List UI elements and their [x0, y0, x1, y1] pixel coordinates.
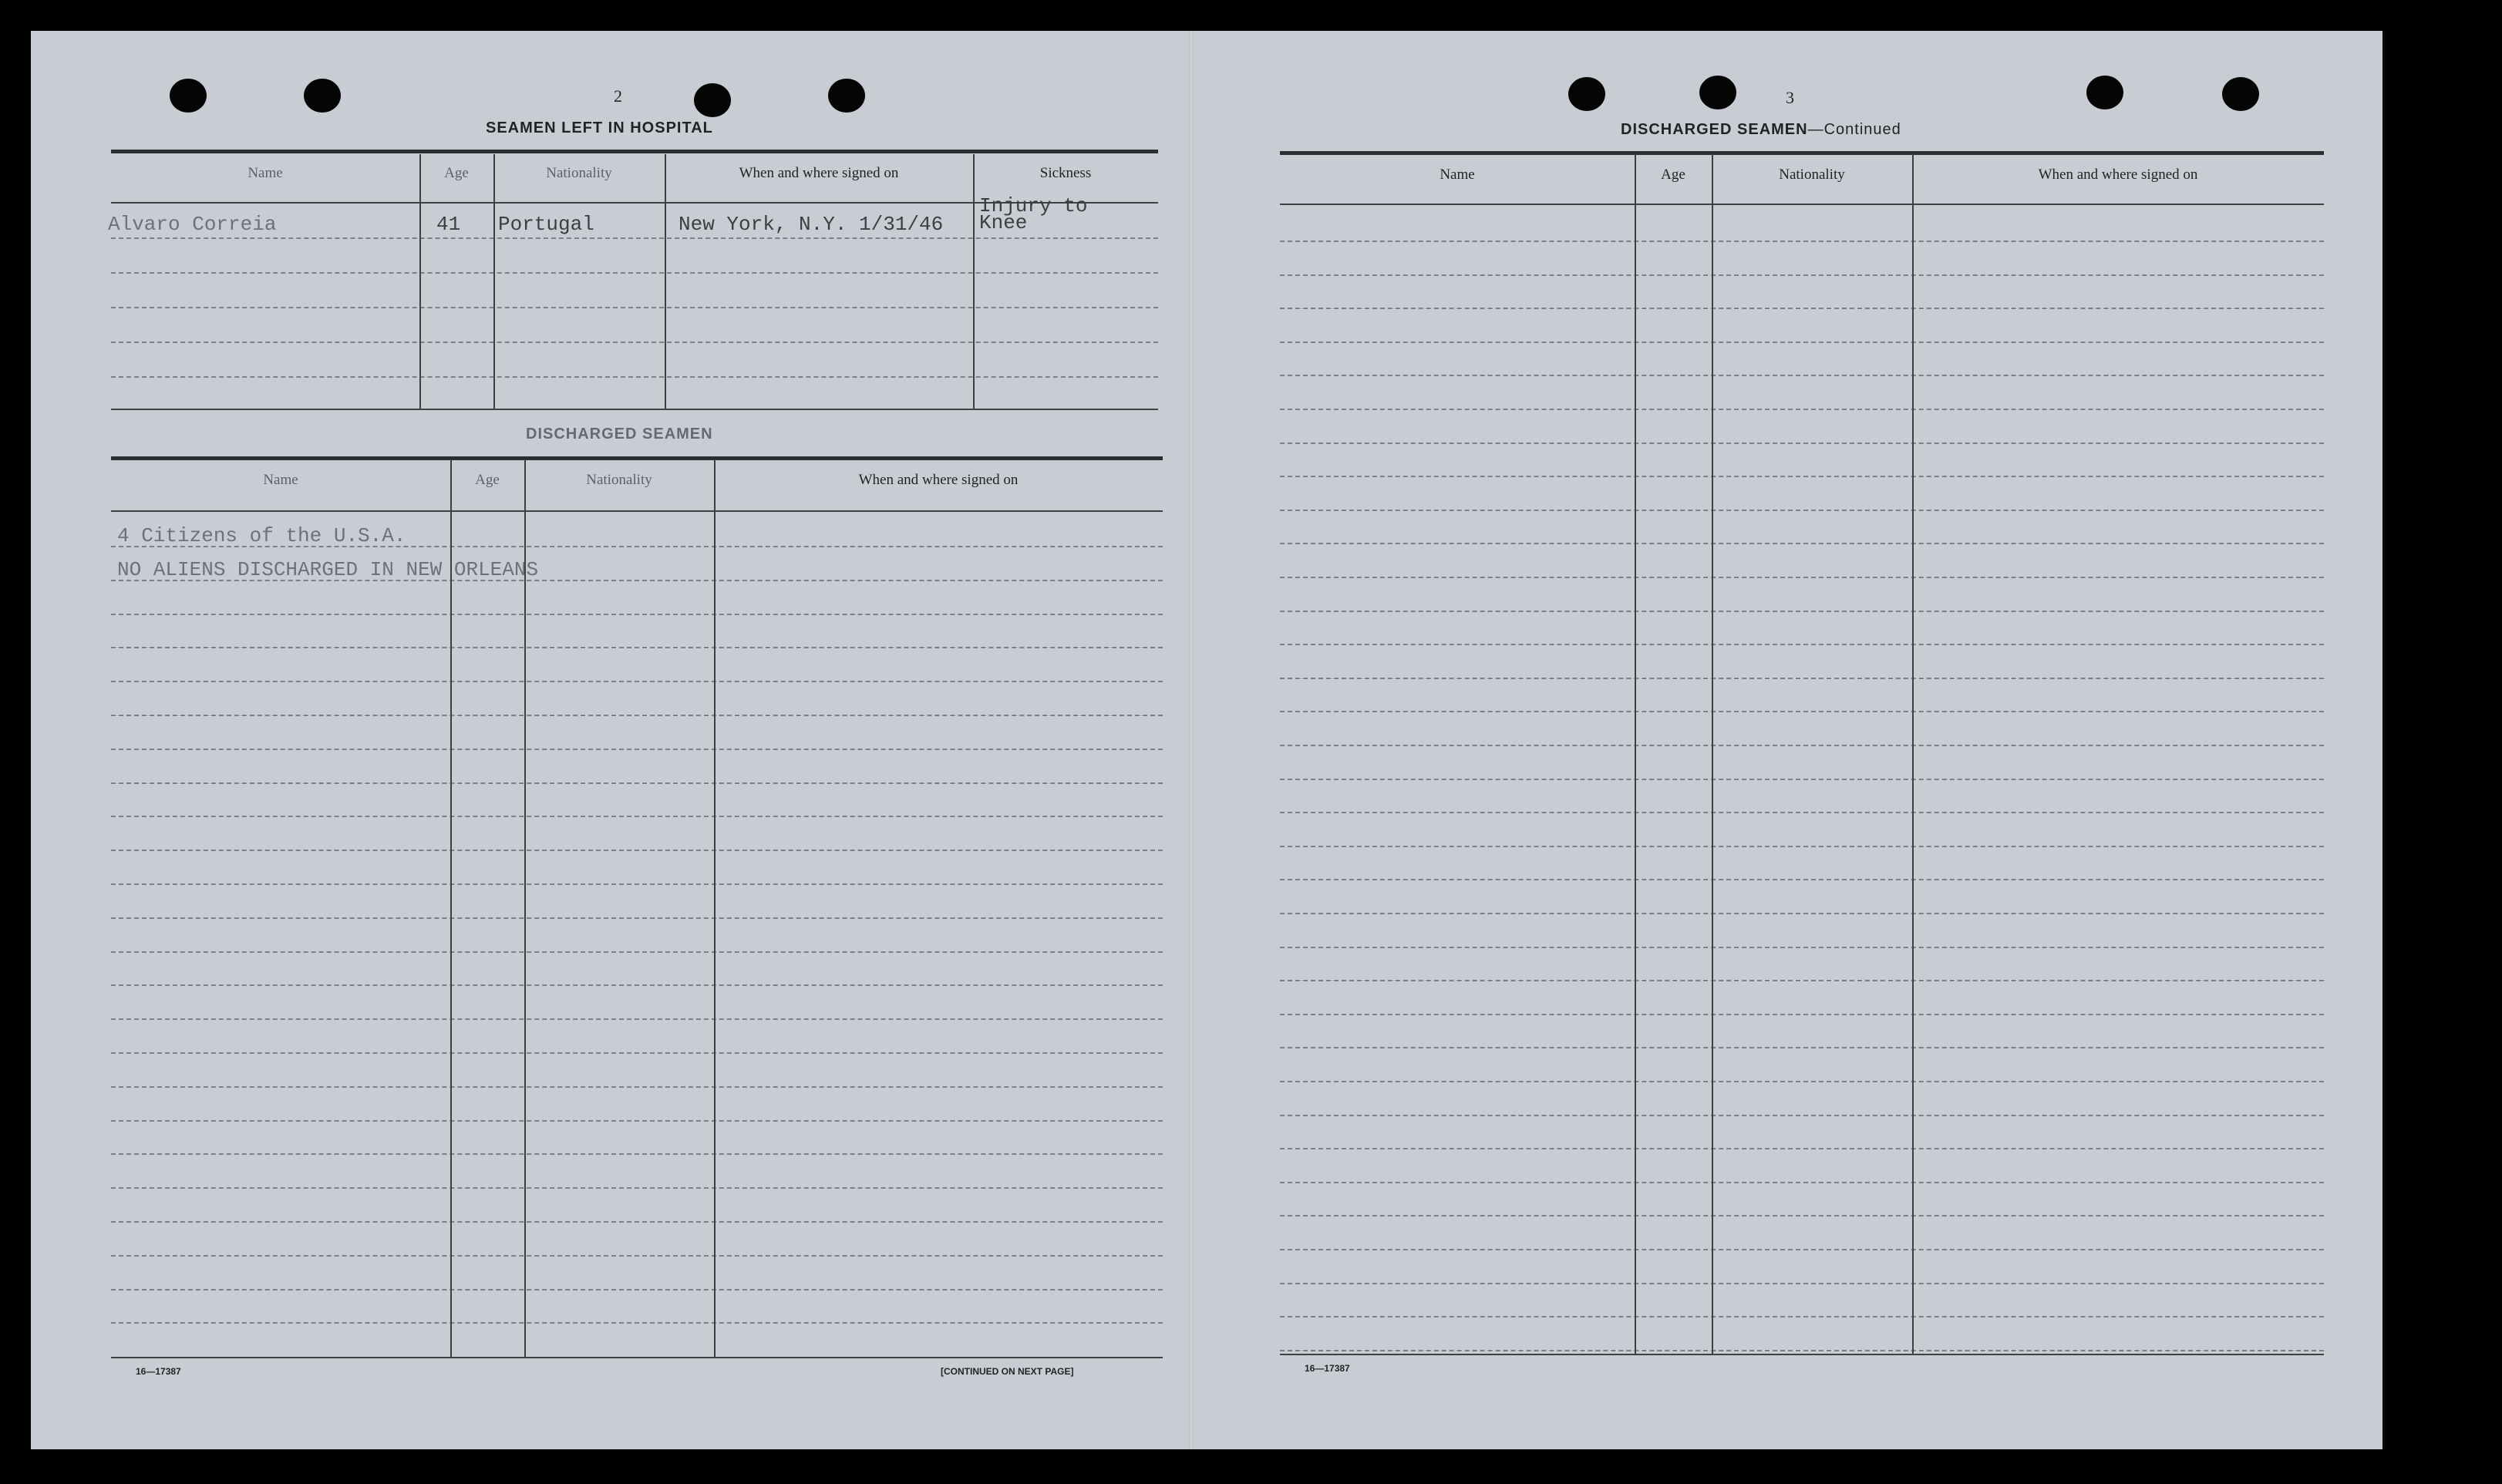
- row-rule: [1280, 846, 2324, 847]
- row-rule: [1280, 274, 2324, 276]
- row-rule: [111, 1221, 1163, 1223]
- col-header-nationality: Nationality: [546, 165, 612, 181]
- punch-hole: [170, 79, 207, 113]
- col-divider: [450, 459, 452, 1357]
- row-rule: [111, 749, 1163, 750]
- row-rule: [1280, 1283, 2324, 1284]
- punch-hole: [304, 79, 341, 113]
- row-rule: [1280, 443, 2324, 444]
- row-rule: [111, 546, 1163, 547]
- col-header-age: Age: [444, 165, 469, 181]
- row-rule: [1280, 543, 2324, 544]
- row-rule: [1280, 1081, 2324, 1082]
- col-header-name: Name: [263, 472, 298, 488]
- row-rule: [1280, 611, 2324, 612]
- row-rule: [1280, 1014, 2324, 1015]
- col-header-name: Name: [1440, 167, 1475, 183]
- col-divider: [1635, 154, 1636, 1354]
- row-rule: [111, 951, 1163, 953]
- row-rule: [111, 580, 1163, 581]
- title-text: DISCHARGED SEAMEN: [1621, 121, 1808, 138]
- row-rule: [1280, 1115, 2324, 1116]
- row-rule: [111, 782, 1163, 784]
- table-top-rule: [111, 456, 1163, 460]
- continued-note: [CONTINUED ON NEXT PAGE]: [941, 1366, 1074, 1377]
- row-rule: [111, 272, 1158, 274]
- row-rule: [111, 647, 1163, 648]
- col-divider: [714, 459, 716, 1357]
- row-rule: [111, 237, 1158, 239]
- row-rule: [1280, 711, 2324, 712]
- header-rule: [111, 510, 1163, 512]
- row-rule: [1280, 1047, 2324, 1048]
- discharged-section-title: DISCHARGED SEAMEN: [526, 426, 713, 443]
- punch-hole: [828, 79, 865, 113]
- row-rule: [111, 376, 1158, 378]
- discharged-note: NO ALIENS DISCHARGED IN NEW ORLEANS: [117, 558, 539, 581]
- row-rule: [1280, 1148, 2324, 1149]
- row-rule: [1280, 375, 2324, 376]
- seaman-sickness: Injury to: [979, 194, 1088, 217]
- row-rule: [111, 850, 1163, 851]
- title-suffix: —Continued: [1807, 121, 1901, 138]
- row-rule: [111, 1153, 1163, 1155]
- seaman-signed-on: New York, N.Y. 1/31/46: [679, 213, 944, 236]
- row-rule: [111, 1120, 1163, 1122]
- row-rule: [1280, 644, 2324, 645]
- row-rule: [1280, 342, 2324, 343]
- row-rule: [111, 614, 1163, 615]
- row-rule: [1280, 678, 2324, 679]
- row-rule: [1280, 1350, 2324, 1351]
- row-rule: [1280, 779, 2324, 780]
- col-header-signed-on: When and where signed on: [2038, 167, 2198, 183]
- row-rule: [1280, 980, 2324, 981]
- row-rule: [1280, 476, 2324, 477]
- col-header-age: Age: [1661, 167, 1685, 183]
- header-rule: [1280, 204, 2324, 205]
- page-number: 3: [1786, 88, 1795, 107]
- row-rule: [1280, 241, 2324, 242]
- row-rule: [1280, 913, 2324, 914]
- form-number: 16—17387: [1305, 1363, 1350, 1374]
- row-rule: [111, 1187, 1163, 1189]
- row-rule: [1280, 1182, 2324, 1183]
- col-header-sickness: Sickness: [1039, 165, 1092, 181]
- hospital-section-title: SEAMEN LEFT IN HOSPITAL: [486, 119, 713, 136]
- row-rule: [1280, 409, 2324, 410]
- row-rule: [1280, 745, 2324, 746]
- row-rule: [1280, 577, 2324, 578]
- col-divider: [665, 154, 666, 409]
- row-rule: [111, 1052, 1163, 1054]
- table-bottom-rule: [111, 1357, 1163, 1358]
- page-number: 2: [614, 86, 623, 106]
- col-divider: [493, 154, 495, 409]
- punch-hole: [1568, 77, 1605, 111]
- manifest-sheet: [31, 31, 2382, 1449]
- punch-hole: [694, 83, 731, 117]
- col-header-nationality: Nationality: [1779, 167, 1845, 183]
- seaman-age: 41: [436, 213, 461, 236]
- col-header-name: Name: [248, 165, 283, 181]
- row-rule: [111, 1018, 1163, 1020]
- table-top-rule: [1280, 151, 2324, 155]
- seaman-sickness: Knee: [979, 211, 1028, 234]
- row-rule: [111, 681, 1163, 682]
- row-rule: [111, 883, 1163, 885]
- row-rule: [111, 816, 1163, 817]
- row-rule: [1280, 510, 2324, 511]
- col-header-age: Age: [475, 472, 500, 488]
- col-header-nationality: Nationality: [586, 472, 652, 488]
- punch-hole: [2086, 76, 2123, 109]
- col-divider: [524, 459, 526, 1357]
- col-header-signed-on: When and where signed on: [858, 472, 1019, 488]
- row-rule: [1280, 879, 2324, 880]
- row-rule: [111, 1086, 1163, 1088]
- punch-hole: [1699, 76, 1736, 109]
- table-bottom-rule: [111, 409, 1158, 410]
- col-divider: [1712, 154, 1713, 1354]
- row-rule: [111, 1289, 1163, 1291]
- row-rule: [111, 917, 1163, 919]
- row-rule: [1280, 1316, 2324, 1317]
- col-divider: [973, 154, 975, 409]
- seaman-name: Alvaro Correia: [108, 213, 277, 236]
- col-divider: [1912, 154, 1914, 1354]
- discharged-note: 4 Citizens of the U.S.A.: [117, 524, 406, 547]
- seaman-nationality: Portugal: [498, 213, 594, 236]
- row-rule: [1280, 947, 2324, 948]
- row-rule: [111, 984, 1163, 986]
- row-rule: [111, 307, 1158, 308]
- form-number: 16—17387: [136, 1366, 181, 1377]
- col-header-signed-on: When and where signed on: [739, 165, 899, 181]
- table-bottom-rule: [1280, 1354, 2324, 1355]
- row-rule: [111, 1255, 1163, 1257]
- row-rule: [111, 1322, 1163, 1324]
- row-rule: [111, 715, 1163, 716]
- punch-hole: [2222, 77, 2259, 111]
- row-rule: [1280, 1249, 2324, 1250]
- discharged-continued-title: [1621, 121, 1901, 139]
- row-rule: [1280, 812, 2324, 813]
- row-rule: [1280, 1215, 2324, 1216]
- row-rule: [1280, 308, 2324, 309]
- row-rule: [111, 342, 1158, 343]
- col-divider: [419, 154, 421, 409]
- table-top-rule: [111, 150, 1158, 153]
